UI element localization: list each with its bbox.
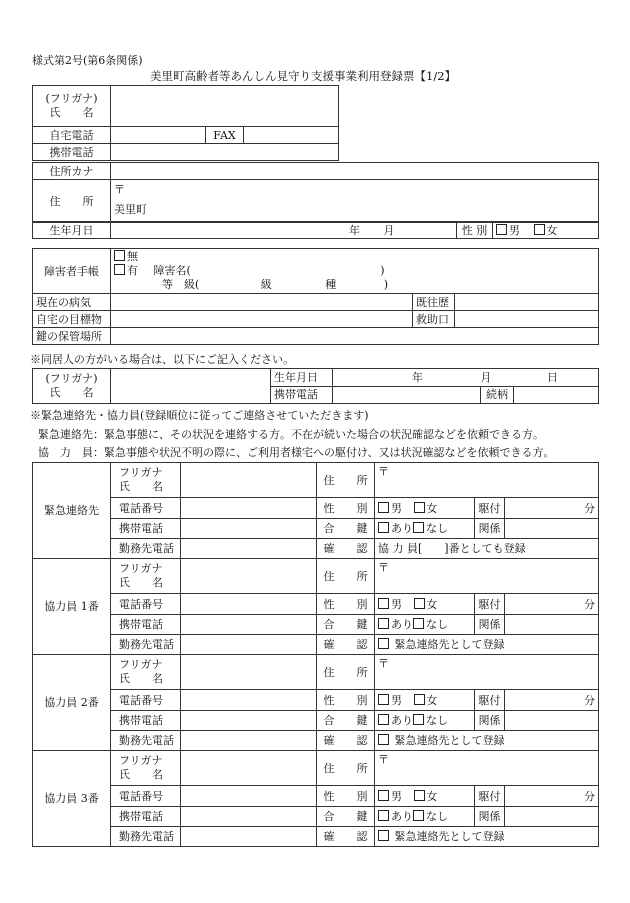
female-checkbox[interactable] (534, 224, 545, 235)
male-checkbox[interactable] (378, 694, 389, 705)
postal-mark: 〒 (378, 561, 389, 574)
key-options (375, 807, 475, 827)
rush-minutes-field[interactable] (505, 786, 599, 807)
disability-name-label: 障害名( (153, 264, 191, 277)
furigana-label: (フリガナ) (45, 92, 98, 105)
postal-mark: 〒 (114, 183, 125, 196)
key-no-label: なし (426, 810, 448, 823)
cohabitant-relation-field[interactable] (514, 386, 599, 404)
rush-minutes-field[interactable] (505, 498, 599, 519)
section-label: 協力員 3番 (33, 751, 111, 847)
name-label: 氏 名 (119, 672, 163, 685)
key-yes-label: あり (391, 810, 413, 823)
cohabitant-name-label (33, 369, 111, 404)
work-phone-label: 勤務先電話 (111, 539, 181, 559)
home-phone-field[interactable] (111, 127, 206, 144)
basic-info-table (32, 85, 339, 161)
work-phone-field[interactable] (181, 539, 317, 559)
name-label-cell (33, 86, 111, 127)
key-yes-checkbox[interactable] (378, 522, 389, 533)
rescue-exit-label: 救助口 (413, 311, 455, 328)
mobile-label: 携帯電話 (33, 144, 111, 161)
rush-label: 駆付 (475, 498, 505, 519)
male-checkbox[interactable] (378, 790, 389, 801)
illness-label: 現在の病気 (33, 294, 111, 311)
confirm-checkbox[interactable] (378, 638, 389, 649)
year-label: 年 (349, 223, 360, 237)
postal-mark: 〒 (378, 753, 389, 766)
minutes-label: 分 (584, 597, 595, 611)
phone-field[interactable] (181, 498, 317, 519)
minutes-label: 分 (584, 789, 595, 803)
confirm-text: 緊急連絡先として登録 (394, 830, 505, 843)
phone-label: 電話番号 (111, 498, 181, 519)
address-label: 住 所 (317, 751, 375, 786)
section-label: 協力員 2番 (33, 655, 111, 751)
postal-mark: 〒 (378, 657, 389, 670)
rush-label: 駆付 (475, 690, 505, 711)
furigana-label: フリガナ (119, 658, 163, 671)
mobile-label: 携帯電話 (111, 807, 181, 827)
confirm-text: 緊急連絡先として登録 (394, 734, 505, 747)
history-label: 既往歴 (413, 294, 455, 311)
landmark-field[interactable] (111, 311, 413, 328)
address-label: 住 所 (317, 463, 375, 498)
key-no-label: なし (426, 714, 448, 727)
female-checkbox[interactable] (414, 598, 425, 609)
month-label: 月 (383, 223, 395, 237)
section-label: 緊急連絡先 (33, 463, 111, 559)
female-checkbox[interactable] (414, 790, 425, 801)
contact-address-field[interactable] (375, 751, 599, 786)
emergency-heading: ※緊急連絡先・協力員(登録順位に従ってご連絡させていただきます) (30, 409, 369, 422)
gender-options (375, 786, 475, 807)
contact-name-field[interactable] (181, 751, 317, 786)
birth-label: 生年月日 (33, 222, 111, 239)
mobile-label: 携帯電話 (111, 615, 181, 635)
mobile-field[interactable] (181, 711, 317, 731)
birth-field[interactable] (111, 222, 457, 239)
gender-options (375, 690, 475, 711)
name-label-cell (111, 751, 181, 786)
relation-field[interactable] (505, 807, 599, 827)
gender-label: 性 別 (317, 690, 375, 711)
phone-field[interactable] (181, 690, 317, 711)
female-checkbox[interactable] (414, 502, 425, 513)
phone-label: 電話番号 (111, 786, 181, 807)
key-yes-checkbox[interactable] (378, 810, 389, 821)
key-no-checkbox[interactable] (413, 714, 424, 725)
none-checkbox[interactable] (114, 250, 125, 261)
grade-close-paren: ) (383, 278, 389, 291)
male-label: 男 (391, 501, 402, 515)
male-checkbox[interactable] (378, 598, 389, 609)
key-yes-label: あり (391, 522, 413, 535)
mobile-label: 携帯電話 (111, 711, 181, 731)
relation-label: 関係 (475, 711, 505, 731)
confirm-label: 確 認 (317, 827, 375, 847)
phone-field[interactable] (181, 594, 317, 615)
male-label: 男 (391, 693, 402, 707)
rush-minutes-field[interactable] (505, 690, 599, 711)
gender-options (375, 594, 475, 615)
has-label: 有 (127, 264, 138, 277)
confirm-label: 確 認 (317, 731, 375, 751)
gender-label: 性 別 (317, 498, 375, 519)
name-label: 氏 名 (119, 480, 163, 493)
key-yes-label: あり (391, 618, 413, 631)
postal-mark: 〒 (378, 465, 389, 478)
confirm-field (375, 635, 599, 655)
cohabitant-year: 年 (412, 370, 423, 384)
male-label: 男 (509, 223, 520, 237)
female-label: 女 (426, 789, 438, 803)
home-phone-label: 自宅電話 (33, 127, 111, 144)
relation-label: 関係 (475, 615, 505, 635)
work-phone-field[interactable] (181, 827, 317, 847)
emergency-desc-1: 緊急連絡先：緊急事態に、その状況を連絡する方。不在が続いた場合の状況確認などを依頼できる方。 (38, 428, 544, 441)
grade-label: 等 級( (162, 278, 200, 291)
fax-label: FAX (206, 127, 244, 144)
landmark-label: 自宅の目標物 (33, 311, 111, 328)
key-label: 合 鍵 (317, 519, 375, 539)
work-phone-field[interactable] (181, 635, 317, 655)
confirm-checkbox[interactable] (378, 830, 389, 841)
key-no-label: なし (426, 522, 448, 535)
mobile-label: 携帯電話 (111, 519, 181, 539)
key-yes-label: あり (391, 714, 413, 727)
relation-label: 関係 (475, 807, 505, 827)
mobile-field[interactable] (111, 144, 339, 161)
contact-address-field[interactable] (375, 559, 599, 594)
emergency-desc-2: 協 力 員：緊急事態や状況不明の際に、ご利用者様宅への駆付け、又は状況確認などを依頼できる方。 (38, 446, 555, 459)
key-label: 合 鍵 (317, 807, 375, 827)
cohabitant-table (32, 368, 599, 404)
name-label-cell (111, 655, 181, 690)
name-label-cell (111, 463, 181, 498)
rush-label: 駆付 (475, 594, 505, 615)
rush-label: 駆付 (475, 786, 505, 807)
rescue-exit-field[interactable] (455, 311, 599, 328)
cohabitant-mobile-label: 携帯電話 (271, 386, 333, 404)
contact-address-field[interactable] (375, 655, 599, 690)
confirm-field (375, 827, 599, 847)
name-field[interactable] (111, 86, 339, 127)
relation-label: 関係 (475, 519, 505, 539)
key-options (375, 711, 475, 731)
male-checkbox[interactable] (496, 224, 507, 235)
cohabitant-note: ※同居人の方がいる場合は、以下にご記入ください。 (30, 353, 294, 366)
mobile-field[interactable] (181, 519, 317, 539)
gender-options (375, 498, 475, 519)
key-no-label: なし (426, 618, 448, 631)
cohabitant-birth-field[interactable] (333, 369, 599, 387)
name-label: 氏 名 (119, 576, 163, 589)
key-storage-label: 鍵の保管場所 (33, 328, 111, 345)
key-no-checkbox[interactable] (413, 522, 424, 533)
male-checkbox[interactable] (378, 502, 389, 513)
gender-label: 性 別 (317, 594, 375, 615)
none-label: 無 (127, 250, 138, 263)
form-title: 美里町高齢者等あんしん見守り支援事業利用登録票【1/2】 (150, 69, 457, 83)
contact-name-field[interactable] (181, 463, 317, 498)
address-label: 住 所 (33, 180, 111, 223)
kyu-label: 級 (260, 278, 272, 291)
relation-field[interactable] (505, 711, 599, 731)
female-label: 女 (426, 693, 438, 707)
address-table (32, 162, 599, 223)
confirm-field (375, 539, 599, 559)
key-options (375, 615, 475, 635)
work-phone-label: 勤務先電話 (111, 635, 181, 655)
furigana-label: フリガナ (119, 562, 163, 575)
phone-label: 電話番号 (111, 594, 181, 615)
rush-minutes-field[interactable] (505, 594, 599, 615)
work-phone-field[interactable] (181, 731, 317, 751)
key-storage-field[interactable] (111, 328, 599, 345)
cohabitant-mobile-field[interactable] (333, 386, 481, 404)
gender-label: 性 別 (457, 222, 493, 239)
phone-field[interactable] (181, 786, 317, 807)
phone-label: 電話番号 (111, 690, 181, 711)
address-label: 住 所 (317, 559, 375, 594)
confirm-label: 確 認 (317, 539, 375, 559)
disability-close-paren: ) (380, 264, 385, 277)
form-number: 様式第2号(第6条関係) (32, 54, 143, 67)
address-field[interactable] (111, 180, 599, 223)
illness-field[interactable] (111, 294, 413, 311)
address-kana-label: 住所カナ (33, 163, 111, 180)
key-options (375, 519, 475, 539)
confirm-text: 協 力 員[ ]番としても登録 (378, 542, 526, 555)
relation-field[interactable] (505, 615, 599, 635)
cohabitant-day: 日 (547, 370, 558, 384)
minutes-label: 分 (584, 501, 595, 515)
confirm-field (375, 731, 599, 751)
contact-name-field[interactable] (181, 655, 317, 690)
history-field[interactable] (455, 294, 599, 311)
male-label: 男 (391, 597, 402, 611)
confirm-text: 緊急連絡先として登録 (394, 638, 505, 651)
has-checkbox[interactable] (114, 264, 125, 275)
address-label: 住 所 (317, 655, 375, 690)
birth-table (32, 221, 599, 239)
name-label: 氏 名 (49, 106, 94, 119)
female-checkbox[interactable] (414, 694, 425, 705)
cohabitant-birth-label: 生年月日 (271, 369, 333, 387)
key-yes-checkbox[interactable] (378, 618, 389, 629)
key-yes-checkbox[interactable] (378, 714, 389, 725)
cohabitant-relation-label: 続柄 (481, 386, 514, 404)
gender-field (493, 222, 599, 239)
key-no-checkbox[interactable] (413, 618, 424, 629)
female-label: 女 (426, 501, 438, 515)
work-phone-label: 勤務先電話 (111, 731, 181, 751)
section-label: 協力員 1番 (33, 559, 111, 655)
gender-label: 性 別 (317, 786, 375, 807)
contact-address-field[interactable] (375, 463, 599, 498)
female-label: 女 (426, 597, 438, 611)
mobile-field[interactable] (181, 807, 317, 827)
disability-label: 障害者手帳 (33, 249, 111, 294)
town-name: 美里町 (114, 203, 147, 216)
health-table (32, 248, 599, 345)
name-label: 氏 名 (119, 768, 163, 781)
minutes-label: 分 (584, 693, 595, 707)
relation-field[interactable] (505, 519, 599, 539)
female-label: 女 (546, 223, 558, 237)
contact-name-field[interactable] (181, 559, 317, 594)
furigana-label: フリガナ (119, 754, 163, 767)
confirm-label: 確 認 (317, 635, 375, 655)
cohabitant-month: 月 (480, 370, 492, 384)
key-label: 合 鍵 (317, 615, 375, 635)
name-label-cell (111, 559, 181, 594)
confirm-checkbox[interactable] (378, 734, 389, 745)
fax-field[interactable] (244, 127, 339, 144)
shu-label: 種 (325, 278, 337, 291)
work-phone-label: 勤務先電話 (111, 827, 181, 847)
key-label: 合 鍵 (317, 711, 375, 731)
address-kana-field[interactable] (111, 163, 599, 180)
mobile-field[interactable] (181, 615, 317, 635)
emergency-table (32, 462, 599, 847)
cohabitant-name-field[interactable] (111, 369, 271, 404)
cohabitant-furigana-label: (フリガナ) (45, 372, 98, 385)
furigana-label: フリガナ (119, 466, 163, 479)
key-no-checkbox[interactable] (413, 810, 424, 821)
male-label: 男 (391, 789, 402, 803)
disability-field (111, 249, 599, 294)
cohabitant-name-text: 氏 名 (49, 386, 94, 399)
